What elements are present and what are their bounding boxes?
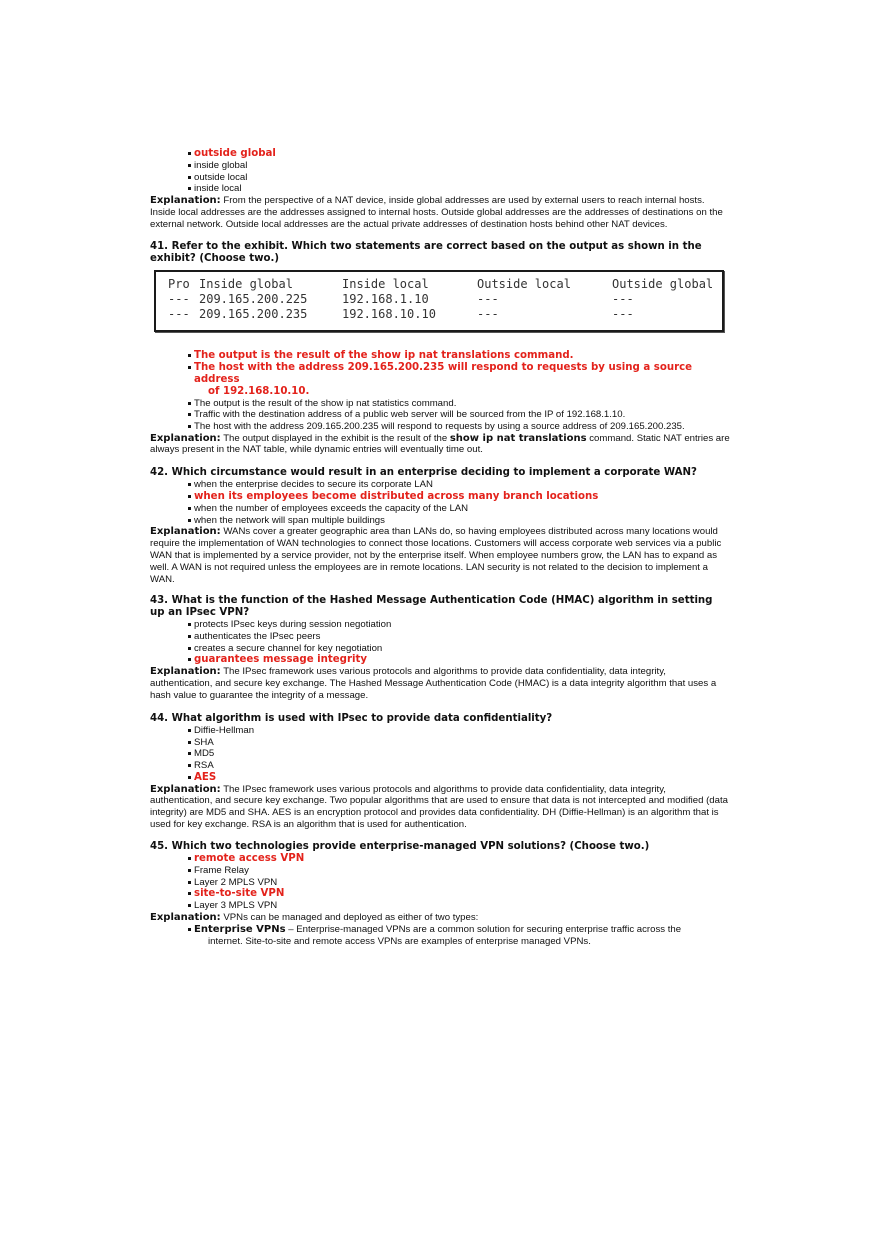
table-cell: --- (477, 307, 499, 321)
explanation (150, 526, 730, 585)
answer-option: Diffie-Hellman (188, 725, 730, 737)
answer-option: authenticates the IPsec peers (188, 631, 730, 643)
prev-question-options (150, 148, 730, 195)
table-cell: 209.165.200.225 (199, 292, 308, 306)
answer-option: inside local (188, 183, 730, 195)
question-45: 45. Which two technologies provide enterprise-managed VPN solutions? (Choose two.) (150, 840, 650, 852)
answer-option: Frame Relay (188, 865, 730, 877)
answer-option: when the enterprise decides to secure its corporate LAN (188, 479, 730, 491)
list-item-label: Enterprise VPNs (194, 923, 286, 935)
explanation (150, 433, 730, 457)
answer-option: SHA (188, 737, 730, 749)
question-42-options (150, 479, 730, 526)
answer-option: when the network will span multiple buildings (188, 515, 730, 527)
table-cell: --- (612, 307, 634, 321)
table-cell: --- (612, 292, 634, 306)
table-row (168, 307, 713, 322)
answer-option-correct: The output is the result of the show ip nat translations command. (188, 350, 730, 362)
explanation-label: Explanation: (150, 195, 221, 207)
table-header: Pro (168, 277, 190, 291)
explanation-label: Explanation: (150, 526, 221, 538)
question-43-options (150, 619, 730, 666)
question-42: 42. Which circumstance would result in an enterprise deciding to implement a corporate WAN? (150, 467, 697, 479)
answer-option-correct: AES (188, 772, 730, 784)
explanation-text: VPNs can be managed and deployed as either of two types: (223, 911, 479, 923)
vpn-types-list (150, 924, 730, 948)
list-item-text: – Enterprise-managed VPNs are a common solution for securing enterprise traffic across the (285, 923, 682, 935)
answer-option: The host with the address 209.165.200.235 will respond to requests by using a source address of 209.165.200.235. (188, 421, 730, 433)
answer-option: when the number of employees exceeds the capacity of the LAN (188, 503, 730, 515)
explanation-text: WANs cover a greater geographic area than LANs do, so having employees distributed across many locations would require the implementation of WAN technologies to connect those locations. Customers will access corporate web services via a public WAN that is implemented by a service provider, not by the enterprise itself. When employee numbers grow, the LAN has to expand as well. A WAN is not required unless the employees are in remote locations. LAN security is not related to the decision to implement a WAN. (150, 526, 722, 585)
answer-option-correct: outside global (188, 148, 730, 160)
table-cell: 192.168.10.10 (342, 307, 436, 321)
explanation (150, 195, 730, 230)
explanation (150, 912, 730, 924)
table-header: Inside global (199, 277, 293, 291)
answer-option: Layer 3 MPLS VPN (188, 900, 730, 912)
explanation-text: The IPsec framework uses various protocols and algorithms to provide data confidentiality, data integrity, authentication, and secure key exchange. Two popular algorithms that are used to ensure that data is not intercepted and modified (data integrity) are MD5 and SHA. AES is an encryption protocol and provides data confidentiality. DH (Diffie-Hellman) is an algorithm that is used for key exchange. RSA is an algorithm that is used for authentication. (150, 783, 728, 830)
table-row (168, 292, 713, 307)
question-44: 44. What algorithm is used with IPsec to provide data confidentiality? (150, 712, 553, 724)
answer-option-correct: when its employees become distributed across many branch locations (188, 491, 730, 503)
question-41: 41. Refer to the exhibit. Which two statements are correct based on the output as shown in the exhibit? (Choose two.) (150, 240, 702, 264)
answer-option: The output is the result of the show ip nat statistics command. (188, 398, 730, 410)
nat-translation-table (168, 277, 713, 322)
answer-text-continued: of 192.168.10.10. (208, 385, 310, 397)
list-item-text-continued: internet. Site-to-site and remote access VPNs are examples of enterprise managed VPNs. (208, 935, 591, 947)
command-text: show ip nat translations (449, 432, 587, 444)
answer-option: outside local (188, 172, 730, 184)
nat-exhibit (154, 270, 724, 332)
question-45-options (150, 853, 730, 912)
answer-option: creates a secure channel for key negotiation (188, 643, 730, 655)
list-item (188, 924, 730, 948)
table-cell: 192.168.1.10 (342, 292, 429, 306)
table-cell: --- (477, 292, 499, 306)
answer-option: inside global (188, 160, 730, 172)
answer-option: protects IPsec keys during session negotiation (188, 619, 730, 631)
explanation-text: The IPsec framework uses various protocols and algorithms to provide data confidentiality, data integrity, authentication, and secure key exchange. The Hashed Message Authentication Code (HMAC) is a data integrity algorithm that uses a hash value to guarantee the integrity of a message. (150, 666, 717, 701)
table-header-row (168, 277, 713, 292)
table-header: Inside local (342, 277, 429, 291)
explanation-label: Explanation: (150, 432, 221, 444)
explanation-label: Explanation: (150, 911, 221, 923)
document-page (150, 148, 730, 947)
table-cell: --- (168, 307, 190, 321)
answer-option: Traffic with the destination address of a public web server will be sourced from the IP of 192.168.1.10. (188, 409, 730, 421)
table-cell: --- (168, 292, 190, 306)
table-header: Outside global (612, 277, 714, 291)
answer-option-correct: site-to-site VPN (188, 888, 730, 900)
explanation-text: The output displayed in the exhibit is the result of the (223, 432, 450, 444)
explanation-text: command. Static NAT entries are always present in the NAT table, while dynamic entries will eventually time out. (150, 432, 730, 456)
explanation-label: Explanation: (150, 666, 221, 678)
answer-option-correct: guarantees message integrity (188, 654, 730, 666)
answer-option-correct: remote access VPN (188, 853, 730, 865)
answer-option: MD5 (188, 748, 730, 760)
answer-option-correct (188, 362, 730, 398)
table-cell: 209.165.200.235 (199, 307, 308, 321)
question-41-options (150, 350, 730, 433)
explanation (150, 784, 730, 831)
answer-option: RSA (188, 760, 730, 772)
explanation-text: From the perspective of a NAT device, inside global addresses are used by external users to reach internal hosts. Inside local addresses are the addresses assigned to internal hosts. Outside global addresses are the addresses of destinations on the external network. Outside local addresses are the actual private addresses of destination hosts behind other NAT devices. (150, 195, 723, 230)
answer-option: Layer 2 MPLS VPN (188, 877, 730, 889)
explanation-label: Explanation: (150, 783, 221, 795)
question-43: 43. What is the function of the Hashed Message Authentication Code (HMAC) algorithm in setting up an IPsec VPN? (150, 595, 713, 619)
question-44-options (150, 725, 730, 784)
answer-text: The host with the address 209.165.200.235 will respond to requests by using a source address (194, 361, 693, 385)
explanation (150, 666, 730, 701)
table-header: Outside local (477, 277, 571, 291)
